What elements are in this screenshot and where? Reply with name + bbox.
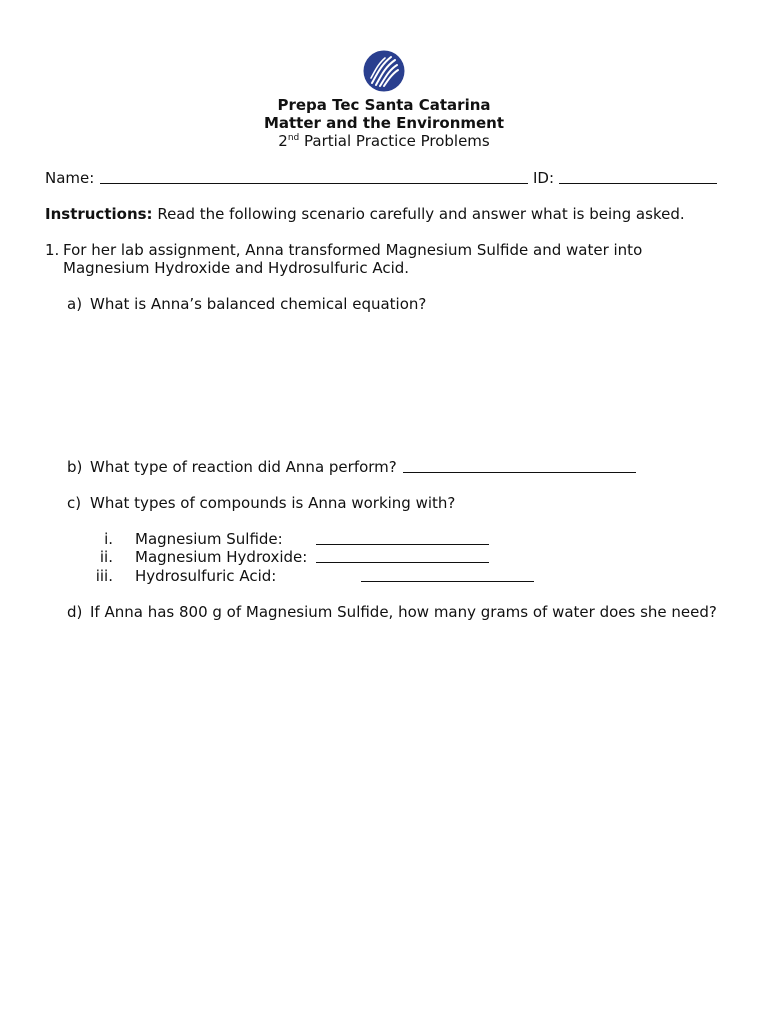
compound-blank-3[interactable] — [361, 567, 534, 582]
compound-numeral: iii. — [95, 567, 113, 585]
id-label: ID: — [533, 169, 555, 187]
question-number: 1. — [45, 241, 60, 259]
tec-flame-logo-icon — [363, 50, 405, 92]
question-text-line1: For her lab assignment, Anna transformed Magnesium Sulfide and water into — [63, 241, 643, 259]
part-b-letter: b) — [67, 458, 83, 476]
partial-suffix: nd — [287, 133, 300, 143]
part-d-text: If Anna has 800 g of Magnesium Sulfide, how many grams of water does she need? — [90, 603, 717, 621]
part-b-text: What type of reaction did Anna perform? — [90, 458, 397, 476]
name-label: Name: — [45, 169, 95, 187]
compound-label: Magnesium Hydroxide: — [135, 548, 308, 566]
compound-numeral: i. — [104, 530, 113, 548]
part-d-letter: d) — [67, 603, 83, 621]
partial-rest: Partial Practice Problems — [299, 132, 490, 150]
compound-blank-2[interactable] — [316, 548, 489, 563]
compound-numeral: ii. — [99, 548, 113, 566]
compound-label: Hydrosulfuric Acid: — [135, 567, 277, 585]
school-name: Prepa Tec Santa Catarina — [277, 96, 491, 114]
compound-label: Magnesium Sulfide: — [135, 530, 283, 548]
part-c-text: What types of compounds is Anna working with? — [90, 494, 456, 512]
part-c-letter: c) — [67, 494, 82, 512]
name-blank[interactable] — [100, 169, 528, 184]
part-a-text: What is Anna’s balanced chemical equation? — [90, 295, 427, 313]
instructions — [45, 205, 685, 223]
reaction-type-blank[interactable] — [403, 458, 636, 473]
instructions-label: Instructions: — [45, 205, 153, 223]
question-text-line2: Magnesium Hydroxide and Hydrosulfuric Acid. — [63, 259, 410, 277]
instructions-text: Read the following scenario carefully and answer what is being asked. — [152, 205, 685, 223]
compound-blank-1[interactable] — [316, 530, 489, 545]
document-subtitle — [0, 132, 768, 150]
course-title: Matter and the Environment — [263, 114, 505, 132]
part-a-letter: a) — [67, 295, 83, 313]
id-blank[interactable] — [559, 169, 717, 184]
partial-number: 2 — [278, 132, 288, 150]
